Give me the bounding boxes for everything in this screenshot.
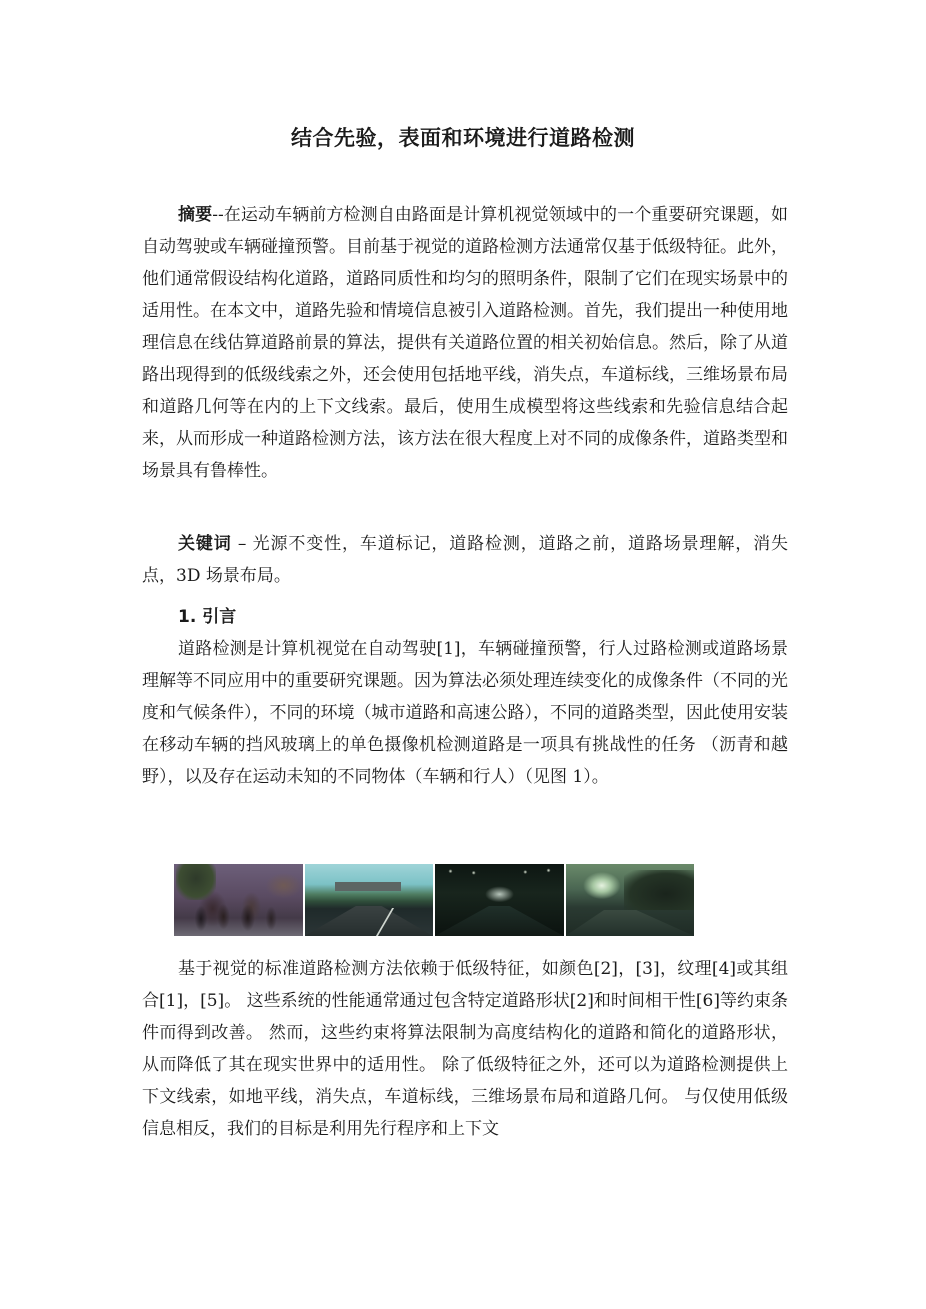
paper-title: 结合先验，表面和环境进行道路检测 — [291, 126, 635, 150]
road-scene-image-4 — [566, 864, 695, 936]
abstract-text: --在运动车辆前方检测自由路面是计算机视觉领域中的一个重要研究课题，如自动驾驶或车辆碰撞预警。目前基于视觉的道路检测方法通常仅基于低级特征。此外，他们通常假设结构化道路，道路同质性和均匀的照明条件，限制了它们在现实场景中的适用性。在本文中，道路先验和情境信息被引入道路检测。首先，我们提出一种使用地理信息在线估算道路前景的算法，提供有关道路位置的相关初始信息。然后，除了从道路出现得到的低级线索之外，还会使用包括地平线，消失点，车道标线，三维场景布局和道路几何等在内的上下文线索。最后，使用生成模型将这些线索和先验信息结合起来，从而形成一种道路检测方法，该方法在很大程度上对不同的成像条件，道路类型和场景具有鲁棒性。 — [142, 205, 788, 481]
section-heading: 1. 引言 — [178, 607, 237, 627]
road-scene-image-3 — [435, 864, 564, 936]
road-scene-image-1 — [174, 864, 303, 936]
road-scene-image-2 — [305, 864, 434, 936]
keywords-paragraph — [142, 528, 788, 592]
intro-paragraph-2: 基于视觉的标准道路检测方法依赖于低级特征，如颜色[2]，[3]，纹理[4]或其组合[1]，[5]。 这些系统的性能通常通过包含特定道路形状[2]和时间相干性[6]等约束条件而得到改善。 然而，这些约束将算法限制为高度结构化的道路和简化的道路形状，从而降低了其在现实世界中的适用性。 除了低级特征之外，还可以为道路检测提供上下文线索，如地平线，消失点，车道标线，三维场景布局和道路几何。 与仅使用低级信息相反，我们的目标是利用先行程序和上下文 — [142, 959, 788, 1139]
keywords-label: 关键词 — [178, 534, 232, 554]
intro-paragraph-1: 道路检测是计算机视觉在自动驾驶[1]，车辆碰撞预警，行人过路检测或道路场景理解等不同应用中的重要研究课题。因为算法必须处理连续变化的成像条件（不同的光度和气候条件），不同的环境（城市道路和高速公路），不同的道路类型，因此使用安装在移动车辆的挡风玻璃上的单色摄像机检测道路是一项具有挑战性的任务 （沥青和越野），以及存在运动未知的不同物体（车辆和行人）（见图 1）。 — [142, 639, 788, 787]
keywords-text: – 光源不变性，车道标记，道路检测，道路之前，道路场景理解，消失点，3D 场景布局。 — [142, 534, 788, 586]
abstract-paragraph — [142, 199, 788, 487]
abstract-label: 摘要 — [178, 205, 213, 225]
figure-road-scenes — [174, 864, 694, 936]
